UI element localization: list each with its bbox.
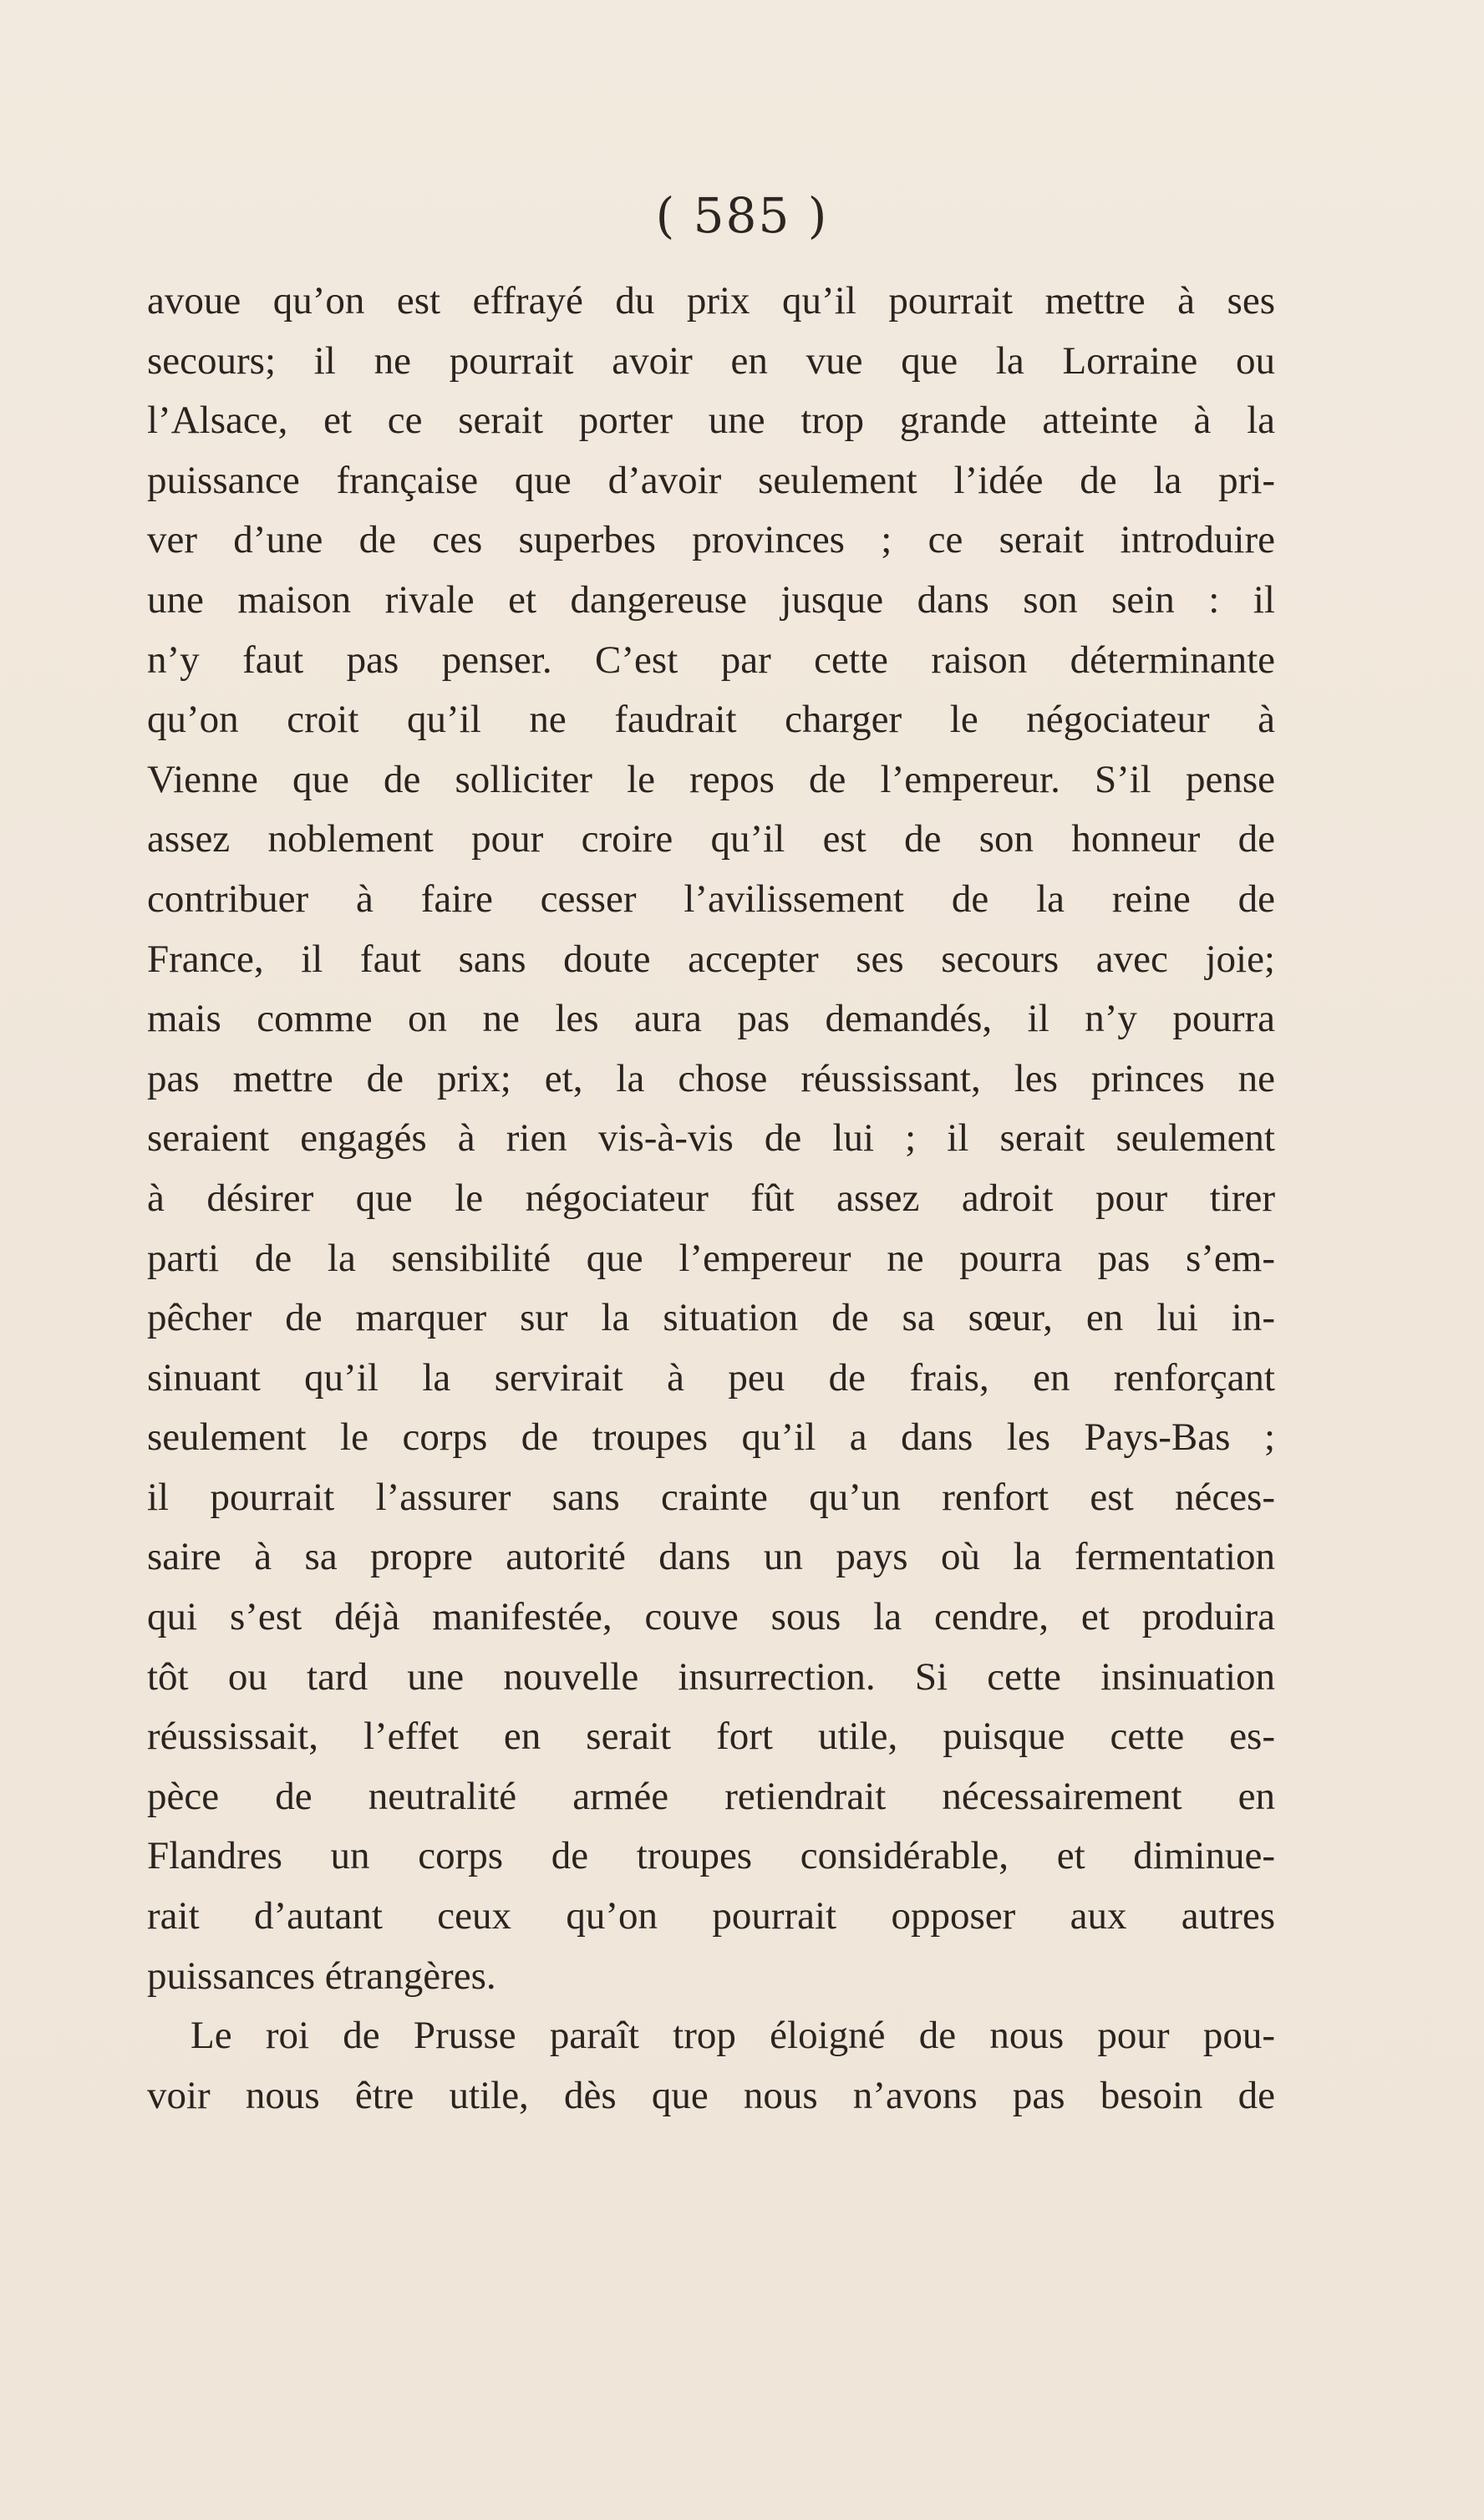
text-line: il pourrait l’assurer sans crainte qu’un renfort est néces- [147,1475,1275,1519]
text-line: ver d’une de ces superbes provinces ; ce serait introduire [147,518,1275,562]
text-line: n’y faut pas penser. C’est par cette raison déterminante [147,638,1275,682]
text-line: pas mettre de prix; et, la chose réussissant, les princes ne [147,1056,1275,1100]
text-line: l’Alsace, et ce serait porter une trop grande atteinte à la [147,399,1275,443]
text-line: seulement le corps de troupes qu’il a dans les Pays-Bas ; [147,1415,1275,1460]
text-line: puissance française que d’avoir seulement l’idée de la pri- [147,458,1275,502]
text-line: pèce de neutralité armée retiendrait nécessairement en [147,1774,1275,1818]
text-line: réussissait, l’effet en serait fort utile, puisque cette es- [147,1715,1275,1759]
text-line: voir nous être utile, dès que nous n’avons pas besoin de [147,2073,1275,2117]
text-line: Flandres un corps de troupes considérable, et diminue- [147,1834,1275,1878]
text-line: avoue qu’on est effrayé du prix qu’il pourrait mettre à ses [147,279,1275,323]
text-line: seraient engagés à rien vis-à-vis de lui ; il serait seulement [147,1116,1275,1161]
text-line: pêcher de marquer sur la situation de sa sœur, en lui in- [147,1296,1275,1340]
page-number: ( 585 ) [655,187,829,244]
body-text [147,272,1275,2126]
text-line: à désirer que le négociateur fût assez adroit pour tirer [147,1176,1275,1220]
text-line: France, il faut sans doute accepter ses secours avec joie; [147,937,1275,981]
text-line: parti de la sensibilité que l’empereur ne pourra pas s’em- [147,1236,1275,1280]
text-line: saire à sa propre autorité dans un pays où la fermentation [147,1535,1275,1579]
text-line: assez noblement pour croire qu’il est de son honneur de [147,817,1275,861]
text-line: qu’on croit qu’il ne faudrait charger le négociateur à [147,698,1275,742]
text-line: secours; il ne pourrait avoir en vue que la Lorraine ou [147,338,1275,383]
text-line: sinuant qu’il la servirait à peu de frais, en renforçant [147,1355,1275,1400]
text-line: contribuer à faire cesser l’avilissement de la reine de [147,876,1275,921]
text-line: qui s’est déjà manifestée, couve sous la cendre, et produira [147,1595,1275,1639]
text-line: Vienne que de solliciter le repos de l’empereur. S’il pense [147,757,1275,801]
paragraph-start-line: Le roi de Prusse paraît trop éloigné de nous pour pou- [191,2014,1275,2058]
text-line: mais comme on ne les aura pas demandés, il n’y pourra [147,997,1275,1041]
text-line: une maison rivale et dangereuse jusque dans son sein : il [147,577,1275,622]
paragraph-end-line: puissances étrangères. [147,1954,496,1998]
text-line: rait d’autant ceux qu’on pourrait opposer aux autres [147,1894,1275,1938]
text-line: tôt ou tard une nouvelle insurrection. Si cette insinuation [147,1654,1275,1699]
